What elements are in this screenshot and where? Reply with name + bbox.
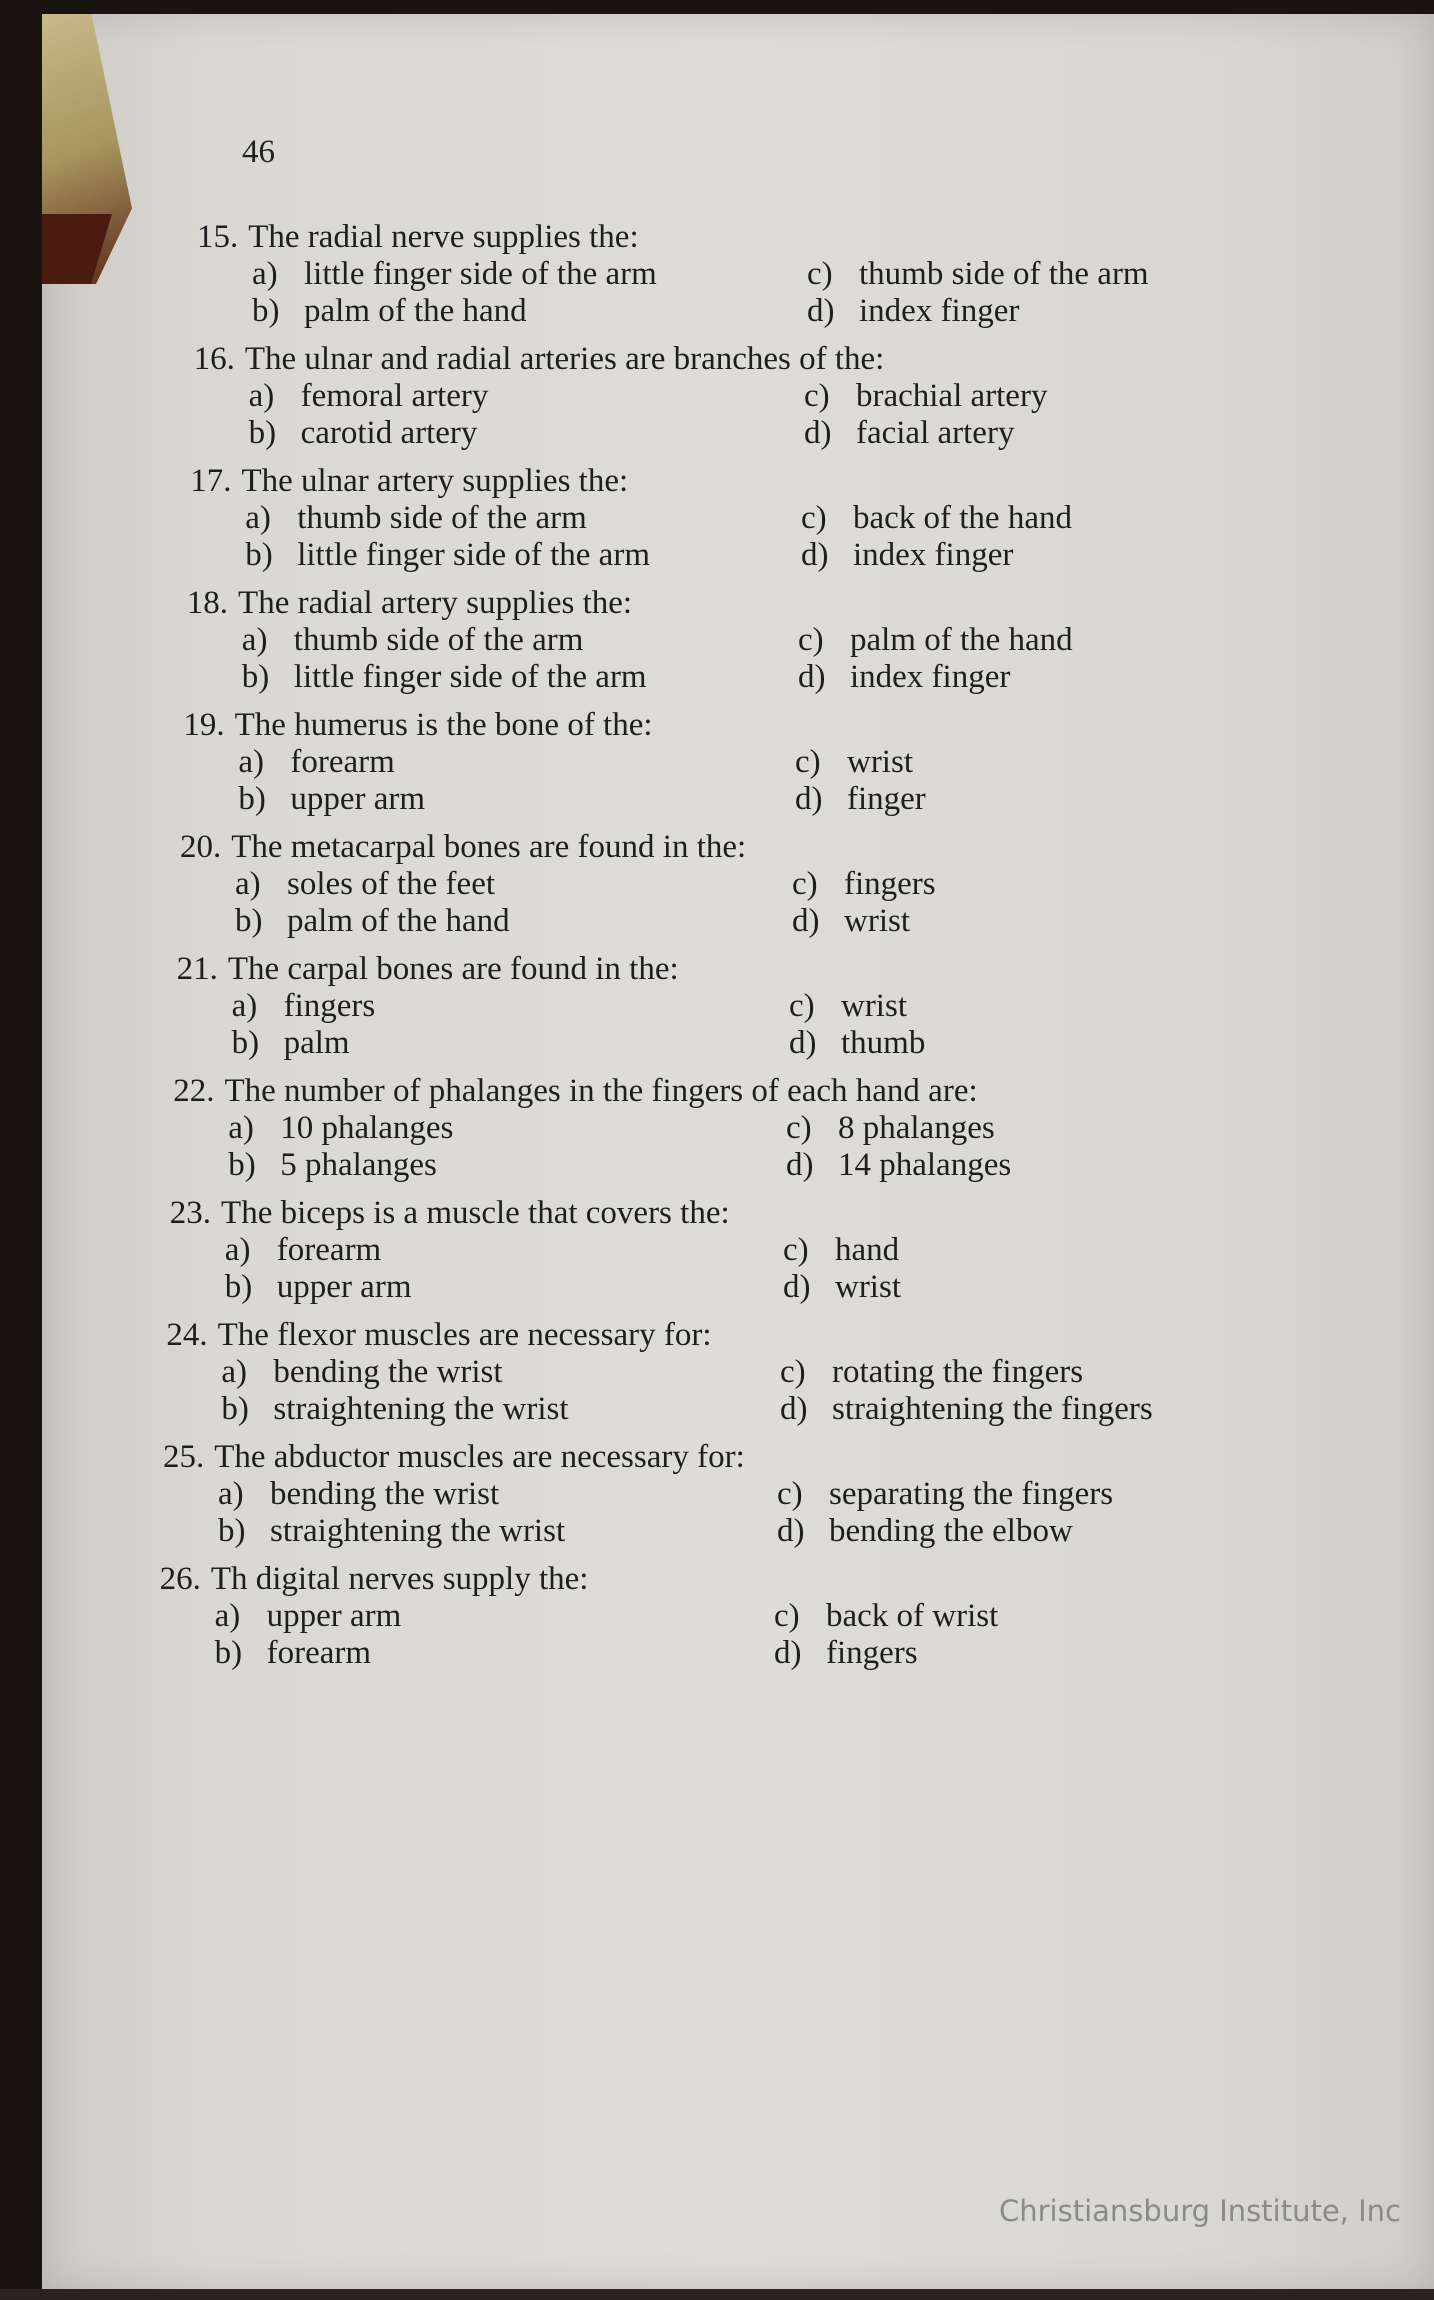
option-text: upper arm: [276, 1269, 412, 1305]
question-stem: [187, 585, 632, 621]
option-text: thumb side of the arm: [297, 500, 587, 536]
option-a: [228, 1110, 453, 1146]
option-letter: a): [221, 1354, 248, 1390]
option-b: [232, 1025, 350, 1061]
option-c: [777, 1476, 1113, 1512]
option-b: [242, 659, 647, 695]
option-text: index finger: [849, 659, 1011, 695]
option-letter: b): [214, 1635, 243, 1671]
option-b: [221, 1391, 568, 1427]
option-text: straightening the fingers: [831, 1391, 1153, 1427]
option-letter: d): [777, 1513, 805, 1549]
option-text: 14 phalanges: [837, 1147, 1012, 1183]
option-a: [245, 500, 587, 536]
question-number: 21.: [176, 951, 218, 987]
option-a: [221, 1354, 502, 1390]
option-letter: d): [792, 903, 820, 939]
question-text: The biceps is a muscle that covers the:: [221, 1195, 730, 1231]
option-letter: b): [235, 903, 263, 939]
option-text: bending the wrist: [273, 1354, 503, 1390]
question-stem: [170, 1195, 730, 1231]
question: [180, 829, 936, 939]
option-text: little finger side of the arm: [297, 537, 650, 573]
option-letter: d): [779, 1391, 808, 1427]
question: [193, 341, 1048, 451]
question-stem: [163, 1439, 745, 1475]
option-letter: c): [803, 378, 830, 414]
option-c: [786, 1110, 995, 1146]
question-stem: [177, 951, 679, 987]
option-text: 5 phalanges: [280, 1147, 437, 1183]
question-text: The radial artery supplies the:: [238, 585, 633, 621]
question: [197, 219, 1149, 329]
option-a: [242, 622, 584, 658]
option-text: palm of the hand: [287, 903, 510, 939]
option-letter: c): [788, 988, 815, 1024]
question-stem: [194, 341, 885, 377]
option-letter: a): [248, 378, 275, 414]
option-text: wrist: [840, 988, 907, 1024]
question-text: The flexor muscles are necessary for:: [217, 1317, 712, 1353]
option-text: fingers: [283, 988, 376, 1024]
option-letter: d): [794, 781, 823, 817]
option-letter: d): [807, 293, 835, 329]
option-letter: d): [773, 1635, 802, 1671]
option-a: [215, 1598, 402, 1634]
option-b: [235, 903, 510, 939]
question-stem: [183, 707, 652, 743]
option-d: [804, 415, 1014, 451]
option-text: palm: [283, 1025, 350, 1061]
option-text: rotating the fingers: [831, 1354, 1084, 1390]
option-text: facial artery: [855, 415, 1015, 451]
question: [173, 1073, 1012, 1183]
option-letter: a): [235, 866, 261, 902]
question-number: 18.: [186, 585, 229, 621]
question-stem: [197, 219, 639, 255]
option-text: wrist: [834, 1269, 901, 1305]
option-text: back of wrist: [825, 1598, 999, 1634]
question: [159, 1561, 999, 1671]
option-c: [801, 500, 1072, 536]
option-text: forearm: [276, 1232, 382, 1268]
option-text: bending the elbow: [829, 1513, 1073, 1549]
option-text: finger: [846, 781, 926, 817]
option-text: soles of the feet: [287, 866, 496, 902]
option-text: fingers: [825, 1635, 918, 1671]
option-b: [252, 293, 527, 329]
option-letter: a): [245, 500, 271, 536]
option-a: [238, 744, 394, 780]
option-letter: a): [252, 256, 278, 292]
option-d: [783, 1269, 901, 1305]
question-stem: [173, 1073, 977, 1109]
option-text: thumb side of the arm: [859, 256, 1149, 292]
option-letter: c): [782, 1232, 809, 1268]
option-letter: b): [238, 781, 266, 817]
question-text: The number of phalanges in the fingers of each hand are:: [224, 1073, 978, 1109]
bottom-edge: [0, 2289, 1434, 2300]
option-text: straightening the wrist: [273, 1391, 569, 1427]
option-c: [798, 622, 1073, 658]
question-text: The abductor muscles are necessary for:: [214, 1439, 745, 1475]
option-d: [777, 1513, 1073, 1549]
question-number: 16.: [193, 341, 235, 377]
option-letter: c): [792, 866, 818, 902]
option-a: [249, 378, 489, 414]
option-a: [235, 866, 495, 902]
option-text: little finger side of the arm: [304, 256, 657, 292]
option-text: fingers: [844, 866, 936, 902]
option-text: brachial artery: [855, 378, 1048, 414]
question-stem: [180, 829, 746, 865]
option-letter: b): [245, 537, 273, 573]
option-letter: b): [228, 1147, 256, 1183]
option-c: [795, 744, 913, 780]
option-letter: c): [797, 622, 824, 658]
option-text: palm of the hand: [849, 622, 1073, 658]
question-text: Th digital nerves supply the:: [210, 1561, 589, 1597]
question-stem: [190, 463, 628, 499]
option-letter: b): [231, 1025, 260, 1061]
option-letter: b): [241, 659, 270, 695]
option-b: [215, 1635, 371, 1671]
option-text: forearm: [266, 1635, 372, 1671]
question: [186, 585, 1073, 695]
option-text: upper arm: [266, 1598, 402, 1634]
option-text: forearm: [290, 744, 395, 780]
page-number: 46: [242, 134, 275, 170]
option-text: wrist: [846, 744, 913, 780]
option-letter: c): [779, 1354, 806, 1390]
question: [176, 951, 926, 1061]
question: [163, 1439, 1114, 1549]
option-d: [798, 659, 1010, 695]
question-text: The ulnar and radial arteries are branches of the:: [244, 341, 885, 377]
question-text: The ulnar artery supplies the:: [241, 463, 629, 499]
option-text: straightening the wrist: [270, 1513, 566, 1549]
option-letter: a): [218, 1476, 244, 1512]
option-c: [780, 1354, 1083, 1390]
option-text: bending the wrist: [270, 1476, 500, 1512]
question-text: The humerus is the bone of the:: [234, 707, 653, 743]
option-d: [774, 1635, 918, 1671]
option-letter: d): [800, 537, 829, 573]
question-number: 22.: [173, 1073, 215, 1109]
option-text: carotid artery: [300, 415, 478, 451]
option-letter: c): [785, 1110, 812, 1146]
question-stem: [166, 1317, 711, 1353]
option-c: [804, 378, 1047, 414]
option-letter: a): [231, 988, 258, 1024]
option-letter: a): [224, 1232, 251, 1268]
option-text: palm of the hand: [304, 293, 527, 329]
option-text: upper arm: [290, 781, 426, 817]
option-b: [225, 1269, 412, 1305]
question-number: 26.: [159, 1561, 201, 1597]
option-letter: d): [782, 1269, 811, 1305]
option-d: [807, 293, 1019, 329]
question-number: 19.: [183, 707, 225, 743]
question-number: 15.: [197, 219, 239, 255]
question-text: The radial nerve supplies the:: [248, 219, 639, 255]
option-a: [252, 256, 657, 292]
option-text: femoral artery: [300, 378, 489, 414]
question-text: The metacarpal bones are found in the:: [231, 829, 747, 865]
question-stem: [160, 1561, 589, 1597]
option-c: [807, 256, 1149, 292]
question-number: 17.: [190, 463, 232, 499]
question-number: 24.: [166, 1317, 208, 1353]
option-letter: a): [238, 744, 265, 780]
option-letter: b): [218, 1513, 246, 1549]
option-text: hand: [834, 1232, 900, 1268]
option-b: [249, 415, 478, 451]
option-text: back of the hand: [852, 500, 1072, 536]
option-text: thumb: [840, 1025, 926, 1061]
option-text: 8 phalanges: [837, 1110, 995, 1146]
option-d: [789, 1025, 925, 1061]
option-letter: d): [803, 415, 832, 451]
question-number: 25.: [163, 1439, 205, 1475]
option-letter: d): [797, 659, 826, 695]
question: [183, 707, 926, 817]
option-text: index finger: [859, 293, 1020, 329]
question-number: 20.: [180, 829, 222, 865]
option-letter: b): [252, 293, 280, 329]
option-b: [228, 1147, 437, 1183]
option-letter: a): [214, 1598, 241, 1634]
option-c: [774, 1598, 998, 1634]
option-text: 10 phalanges: [280, 1110, 454, 1146]
watermark: Christiansburg Institute, Inc: [999, 2194, 1401, 2228]
option-d: [780, 1391, 1153, 1427]
book-cover-edge: [42, 214, 112, 284]
option-letter: c): [773, 1598, 800, 1634]
option-d: [792, 903, 910, 939]
option-letter: b): [221, 1391, 249, 1427]
option-letter: c): [807, 256, 833, 292]
option-a: [232, 988, 376, 1024]
option-c: [792, 866, 936, 902]
option-text: index finger: [852, 537, 1014, 573]
option-letter: c): [794, 744, 821, 780]
option-letter: d): [785, 1147, 814, 1183]
option-letter: b): [224, 1269, 253, 1305]
question: [190, 463, 1072, 573]
book-page: [42, 14, 1434, 2289]
option-letter: a): [228, 1110, 254, 1146]
option-a: [218, 1476, 499, 1512]
option-text: thumb side of the arm: [293, 622, 584, 658]
option-letter: a): [241, 622, 268, 658]
question: [169, 1195, 901, 1305]
option-text: wrist: [844, 903, 910, 939]
option-b: [218, 1513, 565, 1549]
option-letter: c): [800, 500, 827, 536]
option-c: [789, 988, 907, 1024]
option-d: [795, 781, 926, 817]
option-b: [245, 537, 650, 573]
option-letter: b): [248, 415, 277, 451]
option-letter: c): [777, 1476, 803, 1512]
option-a: [225, 1232, 381, 1268]
question: [166, 1317, 1153, 1427]
option-text: separating the fingers: [829, 1476, 1114, 1512]
question-number: 23.: [169, 1195, 212, 1231]
option-c: [783, 1232, 899, 1268]
question-text: The carpal bones are found in the:: [227, 951, 679, 987]
option-d: [801, 537, 1013, 573]
option-b: [238, 781, 425, 817]
option-text: little finger side of the arm: [293, 659, 647, 695]
option-letter: d): [788, 1025, 817, 1061]
option-d: [786, 1147, 1011, 1183]
